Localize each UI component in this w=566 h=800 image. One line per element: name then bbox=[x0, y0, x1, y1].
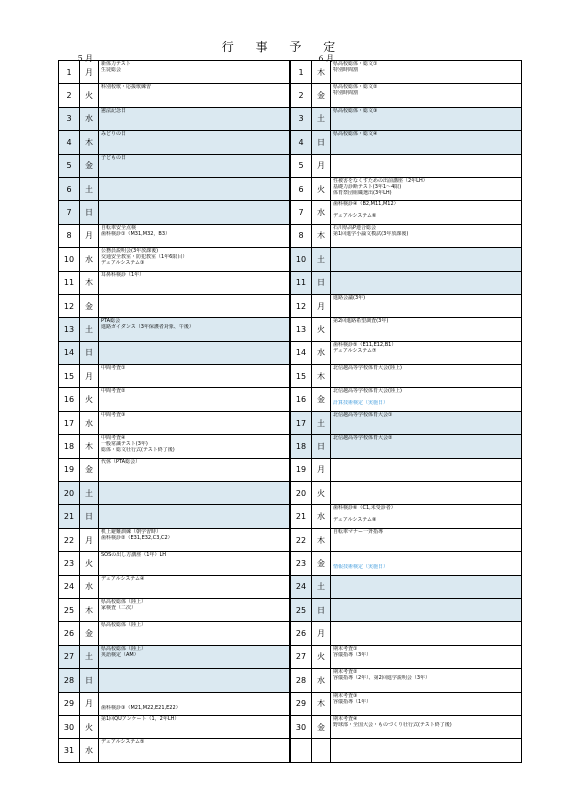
jun-events bbox=[331, 224, 522, 247]
may-weekday: 月 bbox=[80, 61, 99, 84]
may-day: 22 bbox=[59, 528, 80, 551]
may-weekday: 火 bbox=[80, 552, 99, 575]
table-row bbox=[59, 341, 522, 364]
may-day: 29 bbox=[59, 692, 80, 715]
jun-day: 21 bbox=[290, 505, 312, 528]
event-text: デュアルシステム⑥ bbox=[333, 213, 377, 220]
table-row bbox=[59, 715, 522, 738]
jun-weekday: 月 bbox=[312, 622, 331, 645]
event-text: 北信越高等学校体育大会② bbox=[333, 435, 393, 442]
event-text: 総体・総文壮行式(テスト終了後) bbox=[101, 447, 175, 454]
jun-events bbox=[331, 61, 522, 84]
event-text: 性被害をなくすための出前講座（2年LH） bbox=[333, 177, 428, 184]
event-text: 交通安全教室・防犯教室（1年6限目） bbox=[101, 254, 188, 261]
jun-weekday: 木 bbox=[312, 528, 331, 551]
may-weekday: 水 bbox=[80, 248, 99, 271]
event-text: 一般常識テスト(3年) bbox=[101, 441, 148, 448]
jun-day: 2 bbox=[290, 84, 312, 107]
jun-events bbox=[331, 388, 522, 411]
event-text: 新体力テスト bbox=[101, 61, 131, 67]
table-row bbox=[59, 411, 522, 434]
may-events bbox=[99, 248, 291, 271]
jun-events bbox=[331, 131, 522, 154]
jun-day: 4 bbox=[290, 131, 312, 154]
event-text: 期末考査① bbox=[333, 645, 358, 652]
jun-day: 25 bbox=[290, 598, 312, 621]
event-text: 容儀指導（3年） bbox=[333, 651, 372, 658]
event-text: デュアルシステム⑦ bbox=[333, 347, 377, 354]
jun-day: 26 bbox=[290, 622, 312, 645]
event-text: 中間考査③ bbox=[101, 411, 126, 418]
may-weekday: 土 bbox=[80, 177, 99, 200]
jun-events bbox=[331, 505, 522, 528]
jun-events bbox=[331, 739, 522, 762]
jun-weekday bbox=[312, 739, 331, 762]
event-text: 県高校総体（陸上） bbox=[101, 622, 147, 629]
event-text: 基礎力診断テスト(3年1～4限) bbox=[333, 183, 402, 190]
may-weekday: 日 bbox=[80, 341, 99, 364]
event-text: 歯科検診④（B2,M11,M12） bbox=[333, 201, 399, 208]
may-weekday: 日 bbox=[80, 505, 99, 528]
event-text: 県高校総体・総文③ bbox=[333, 107, 378, 114]
may-weekday: 月 bbox=[80, 692, 99, 715]
may-day: 5 bbox=[59, 154, 80, 177]
jun-events bbox=[331, 622, 522, 645]
event-text: 体育祭団組織選出(3年LH) bbox=[333, 189, 392, 196]
jun-weekday: 水 bbox=[312, 201, 331, 224]
may-events bbox=[99, 341, 291, 364]
jun-weekday: 火 bbox=[312, 645, 331, 668]
may-events bbox=[99, 482, 291, 505]
event-text: デュアルシステム③ bbox=[101, 260, 145, 267]
may-day: 27 bbox=[59, 645, 80, 668]
may-day: 1 bbox=[59, 61, 80, 84]
may-weekday: 日 bbox=[80, 669, 99, 692]
jun-weekday: 火 bbox=[312, 318, 331, 341]
jun-day: 18 bbox=[290, 435, 312, 458]
may-events bbox=[99, 131, 291, 154]
table-row bbox=[59, 622, 522, 645]
table-row bbox=[59, 505, 522, 528]
table-row bbox=[59, 271, 522, 294]
may-weekday: 土 bbox=[80, 645, 99, 668]
may-weekday: 月 bbox=[80, 365, 99, 388]
jun-day: 7 bbox=[290, 201, 312, 224]
may-header: ５月 bbox=[76, 54, 94, 63]
jun-day: 13 bbox=[290, 318, 312, 341]
jun-weekday: 火 bbox=[312, 177, 331, 200]
may-weekday: 木 bbox=[80, 131, 99, 154]
jun-weekday: 月 bbox=[312, 294, 331, 317]
jun-day: 24 bbox=[290, 575, 312, 598]
may-day: 19 bbox=[59, 458, 80, 481]
event-text: 県高校総体（陸上） bbox=[101, 645, 147, 652]
may-events bbox=[99, 528, 291, 551]
may-weekday: 水 bbox=[80, 739, 99, 762]
jun-weekday: 土 bbox=[312, 107, 331, 130]
table-row bbox=[59, 575, 522, 598]
may-events bbox=[99, 411, 291, 434]
jun-weekday: 金 bbox=[312, 552, 331, 575]
table-row bbox=[59, 739, 522, 762]
event-text: 憲法記念日 bbox=[101, 107, 127, 114]
jun-weekday: 水 bbox=[312, 505, 331, 528]
may-day: 21 bbox=[59, 505, 80, 528]
event-text: 歯科検診⑤（E11,E12,B1） bbox=[333, 341, 397, 348]
event-text: 歯科検診①（M31,M32，B3） bbox=[101, 230, 171, 237]
jun-day: 20 bbox=[290, 482, 312, 505]
table-row bbox=[59, 458, 522, 481]
may-weekday: 月 bbox=[80, 224, 99, 247]
jun-events bbox=[331, 458, 522, 481]
event-text: 野球部・全国大会・ものづくり壮行式(テスト終了後) bbox=[333, 721, 452, 728]
may-weekday: 火 bbox=[80, 388, 99, 411]
may-day: 7 bbox=[59, 201, 80, 224]
event-text: デュアルシステム⑧ bbox=[333, 517, 377, 524]
event-text: 机上避難訓練（朝学習時） bbox=[101, 528, 162, 535]
may-weekday: 木 bbox=[80, 271, 99, 294]
jun-weekday: 木 bbox=[312, 61, 331, 84]
jun-weekday: 日 bbox=[312, 131, 331, 154]
may-events bbox=[99, 365, 291, 388]
may-weekday: 金 bbox=[80, 294, 99, 317]
jun-day: 1 bbox=[290, 61, 312, 84]
jun-day: 30 bbox=[290, 715, 312, 738]
event-text: 特別時間割 bbox=[333, 67, 359, 73]
jun-weekday: 火 bbox=[312, 482, 331, 505]
event-text: 容儀指導（1年） bbox=[333, 698, 372, 705]
table-row bbox=[59, 482, 522, 505]
may-weekday: 金 bbox=[80, 154, 99, 177]
jun-events bbox=[331, 271, 522, 294]
may-events bbox=[99, 739, 291, 762]
event-text: PTA総会 bbox=[101, 318, 121, 325]
event-text: 自転車安全点検 bbox=[101, 224, 137, 231]
jun-events bbox=[331, 482, 522, 505]
event-text: 第2回進路希望調査(3年) bbox=[333, 318, 389, 325]
jun-day: 27 bbox=[290, 645, 312, 668]
may-day: 28 bbox=[59, 669, 80, 692]
may-events bbox=[99, 458, 291, 481]
may-events bbox=[99, 154, 291, 177]
table-row bbox=[59, 107, 522, 130]
event-text: 耳鼻科検診（1年） bbox=[101, 271, 145, 278]
table-row bbox=[59, 669, 522, 692]
may-events bbox=[99, 201, 291, 224]
event-text: 歯科検診③（M21,M22,E21,E22） bbox=[101, 704, 181, 711]
table-row bbox=[59, 154, 522, 177]
table-row bbox=[59, 61, 522, 84]
may-day: 3 bbox=[59, 107, 80, 130]
table-row bbox=[59, 131, 522, 154]
may-events bbox=[99, 645, 291, 668]
event-text: 生徒総会 bbox=[101, 67, 122, 73]
jun-day: 8 bbox=[290, 224, 312, 247]
may-day: 13 bbox=[59, 318, 80, 341]
jun-weekday: 水 bbox=[312, 341, 331, 364]
may-weekday: 木 bbox=[80, 435, 99, 458]
may-day: 4 bbox=[59, 131, 80, 154]
jun-events bbox=[331, 645, 522, 668]
jun-day: 14 bbox=[290, 341, 312, 364]
may-day: 15 bbox=[59, 365, 80, 388]
table-row bbox=[59, 84, 522, 107]
may-events bbox=[99, 552, 291, 575]
event-text: 期末考査② bbox=[333, 669, 358, 676]
jun-day: 22 bbox=[290, 528, 312, 551]
table-row bbox=[59, 435, 522, 458]
jun-events bbox=[331, 318, 522, 341]
may-weekday: 木 bbox=[80, 598, 99, 621]
jun-events bbox=[331, 411, 522, 434]
table-row bbox=[59, 294, 522, 317]
event-text: 北信越高等学校体育大会(陸上) bbox=[333, 388, 402, 395]
jun-weekday: 土 bbox=[312, 411, 331, 434]
may-events bbox=[99, 622, 291, 645]
event-text: 期末考査③ bbox=[333, 692, 358, 699]
may-day: 14 bbox=[59, 341, 80, 364]
jun-events bbox=[331, 692, 522, 715]
jun-day: 11 bbox=[290, 271, 312, 294]
event-text: デュアルシステム④ bbox=[101, 575, 145, 582]
jun-weekday: 木 bbox=[312, 224, 331, 247]
jun-events bbox=[331, 715, 522, 738]
jun-weekday: 金 bbox=[312, 388, 331, 411]
event-text: デュアルシステム⑤ bbox=[101, 739, 145, 746]
jun-weekday: 日 bbox=[312, 598, 331, 621]
may-day: 17 bbox=[59, 411, 80, 434]
may-weekday: 月 bbox=[80, 528, 99, 551]
jun-weekday: 月 bbox=[312, 458, 331, 481]
jun-day: 15 bbox=[290, 365, 312, 388]
table-row bbox=[59, 365, 522, 388]
may-events bbox=[99, 575, 291, 598]
may-events bbox=[99, 388, 291, 411]
event-text: 自転車マナー一斉指導 bbox=[333, 528, 384, 535]
may-day: 16 bbox=[59, 388, 80, 411]
may-weekday: 土 bbox=[80, 318, 99, 341]
may-weekday: 火 bbox=[80, 715, 99, 738]
jun-day: 12 bbox=[290, 294, 312, 317]
may-day: 11 bbox=[59, 271, 80, 294]
jun-events bbox=[331, 528, 522, 551]
event-text: 第1回QUアンケート（1，2年LH） bbox=[101, 715, 180, 722]
may-day: 25 bbox=[59, 598, 80, 621]
jun-events bbox=[331, 201, 522, 224]
event-text: 北信越高等学校体育大会(陸上) bbox=[333, 365, 402, 372]
jun-events bbox=[331, 598, 522, 621]
event-text: 進路会議(3年) bbox=[333, 294, 366, 301]
jun-day: 23 bbox=[290, 552, 312, 575]
may-weekday: 土 bbox=[80, 482, 99, 505]
jun-day: 19 bbox=[290, 458, 312, 481]
may-day: 24 bbox=[59, 575, 80, 598]
jun-day: 17 bbox=[290, 411, 312, 434]
jun-events bbox=[331, 669, 522, 692]
event-text: 石川県高P連合総会 bbox=[333, 224, 377, 231]
may-events bbox=[99, 177, 291, 200]
may-events bbox=[99, 271, 291, 294]
table-row bbox=[59, 645, 522, 668]
may-day: 26 bbox=[59, 622, 80, 645]
may-events bbox=[99, 692, 291, 715]
jun-weekday: 日 bbox=[312, 271, 331, 294]
jun-weekday: 日 bbox=[312, 435, 331, 458]
jun-events bbox=[331, 154, 522, 177]
may-events bbox=[99, 224, 291, 247]
page-title: 行 事 予 定 bbox=[221, 40, 345, 54]
may-day: 6 bbox=[59, 177, 80, 200]
table-row bbox=[59, 201, 522, 224]
may-day: 12 bbox=[59, 294, 80, 317]
jun-day bbox=[290, 739, 312, 762]
may-day: 31 bbox=[59, 739, 80, 762]
jun-events bbox=[331, 435, 522, 458]
event-text: 期末考査④ bbox=[333, 715, 358, 722]
may-day: 23 bbox=[59, 552, 80, 575]
may-weekday: 金 bbox=[80, 458, 99, 481]
event-text: 進路ガイダンス（3年保護者対象、午後） bbox=[101, 324, 194, 331]
jun-weekday: 土 bbox=[312, 575, 331, 598]
may-weekday: 金 bbox=[80, 622, 99, 645]
event-text: 県高校総体・総文② bbox=[333, 84, 378, 91]
event-text: 特別時間割 bbox=[333, 90, 359, 97]
may-events bbox=[99, 107, 291, 130]
may-events bbox=[99, 669, 291, 692]
table-row bbox=[59, 388, 522, 411]
jun-weekday: 土 bbox=[312, 248, 331, 271]
event-text: 子どもの日 bbox=[101, 154, 127, 161]
event-text: 英語検定（AM） bbox=[101, 651, 139, 658]
jun-day: 16 bbox=[290, 388, 312, 411]
jun-events bbox=[331, 341, 522, 364]
may-weekday: 水 bbox=[80, 575, 99, 598]
may-weekday: 火 bbox=[80, 84, 99, 107]
event-text: 県高校総体・総文① bbox=[333, 61, 378, 67]
event-text: 公務員説明会(3年放課後) bbox=[101, 248, 159, 255]
jun-weekday: 木 bbox=[312, 365, 331, 388]
event-text: 中間考査① bbox=[101, 365, 126, 372]
event-text: 中間考査② bbox=[101, 388, 126, 395]
may-events bbox=[99, 84, 291, 107]
event-text: 計算技術検定（実施日） bbox=[333, 400, 389, 407]
may-events bbox=[99, 294, 291, 317]
jun-day: 10 bbox=[290, 248, 312, 271]
jun-weekday: 水 bbox=[312, 669, 331, 692]
may-day: 8 bbox=[59, 224, 80, 247]
may-day: 18 bbox=[59, 435, 80, 458]
may-day: 30 bbox=[59, 715, 80, 738]
schedule-table bbox=[58, 60, 522, 763]
table-row bbox=[59, 318, 522, 341]
table-row bbox=[59, 248, 522, 271]
jun-events bbox=[331, 294, 522, 317]
event-text: みどりの日 bbox=[101, 131, 127, 138]
event-text: 中間考査④ bbox=[101, 435, 126, 442]
jun-weekday: 木 bbox=[312, 692, 331, 715]
event-text: 歯科検診⑥（C1,未受診者） bbox=[333, 505, 396, 512]
jun-events bbox=[331, 107, 522, 130]
jun-events bbox=[331, 84, 522, 107]
table-row bbox=[59, 224, 522, 247]
event-text: 第1回進学小論文模試(3年放課後) bbox=[333, 230, 409, 237]
june-header: ６月 bbox=[317, 54, 335, 63]
jun-events bbox=[331, 365, 522, 388]
jun-day: 6 bbox=[290, 177, 312, 200]
may-events bbox=[99, 61, 291, 84]
event-text: SOSの出し方講座（1年）LH bbox=[101, 552, 167, 559]
jun-weekday: 金 bbox=[312, 715, 331, 738]
jun-day: 3 bbox=[290, 107, 312, 130]
jun-day: 5 bbox=[290, 154, 312, 177]
may-weekday: 水 bbox=[80, 107, 99, 130]
event-text: 科別校歌・応援歌練習 bbox=[101, 84, 152, 91]
table-row bbox=[59, 177, 522, 200]
may-weekday: 水 bbox=[80, 411, 99, 434]
event-text: 家検査（二次） bbox=[101, 604, 137, 611]
jun-events bbox=[331, 575, 522, 598]
event-text: 県高校総体（陸上） bbox=[101, 598, 147, 605]
event-text: 北信越高等学校体育大会① bbox=[333, 411, 393, 418]
table-row bbox=[59, 552, 522, 575]
may-day: 2 bbox=[59, 84, 80, 107]
jun-events bbox=[331, 248, 522, 271]
event-text: 代休（PTA総会） bbox=[101, 458, 141, 465]
may-day: 20 bbox=[59, 482, 80, 505]
jun-events bbox=[331, 177, 522, 200]
may-events bbox=[99, 505, 291, 528]
event-text: 容儀指導（2年）、第2回進学説明会（3年） bbox=[333, 675, 431, 682]
event-text: 情報技術検定（実施日） bbox=[333, 564, 389, 571]
jun-weekday: 月 bbox=[312, 154, 331, 177]
jun-weekday: 金 bbox=[312, 84, 331, 107]
table-row bbox=[59, 692, 522, 715]
jun-day: 28 bbox=[290, 669, 312, 692]
may-day: 10 bbox=[59, 248, 80, 271]
may-events bbox=[99, 715, 291, 738]
may-weekday: 日 bbox=[80, 201, 99, 224]
may-events bbox=[99, 598, 291, 621]
jun-day: 29 bbox=[290, 692, 312, 715]
may-events bbox=[99, 318, 291, 341]
event-text: 県高校総体・総文④ bbox=[333, 131, 378, 138]
jun-events bbox=[331, 552, 522, 575]
may-events bbox=[99, 435, 291, 458]
table-row bbox=[59, 528, 522, 551]
event-text: 歯科検診②（E31,E32,C3,C2） bbox=[101, 534, 173, 541]
table-row bbox=[59, 598, 522, 621]
